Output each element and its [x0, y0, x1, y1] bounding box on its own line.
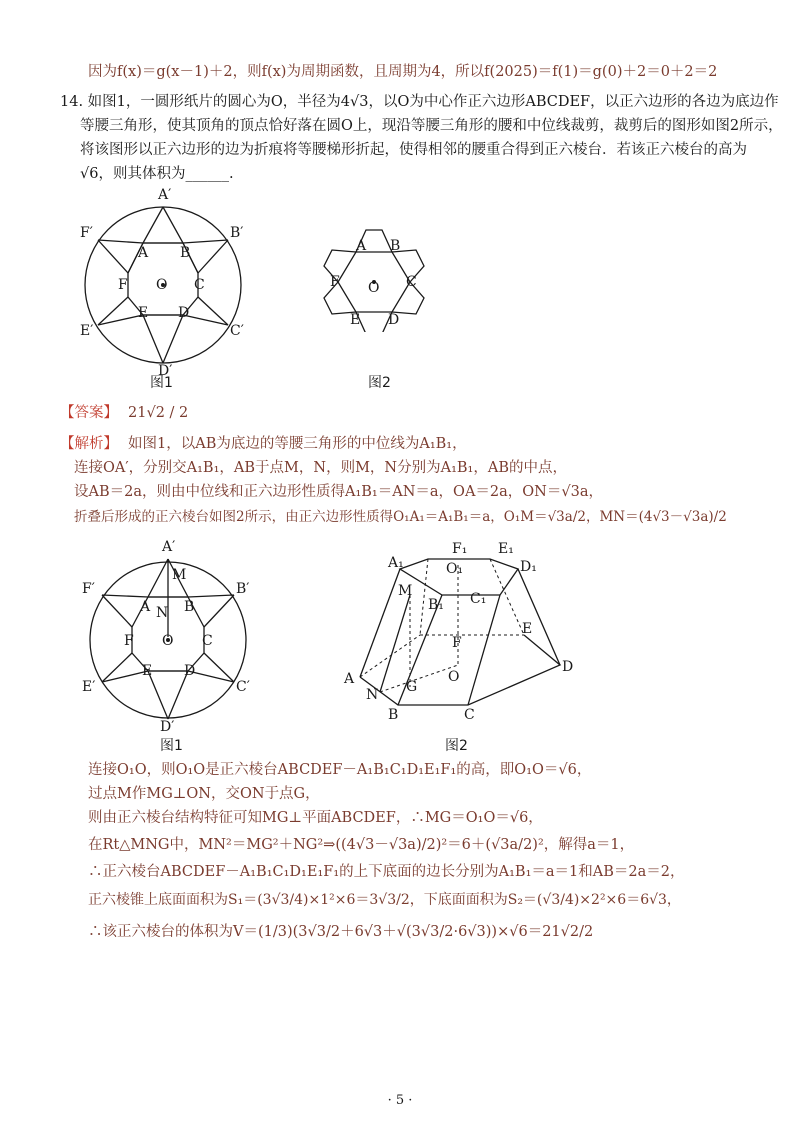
f4-label-O1: O₁ — [446, 561, 464, 577]
f3-label-F1: F′ — [82, 581, 95, 597]
f1-label-B: B — [180, 245, 191, 261]
analysis-line-2: 连接OA′，分别交A₁B₁，AB于点M，N，则M，N分别为A₁B₁，AB的中点， — [74, 460, 567, 476]
analysis-line-4: 折叠后形成的正六棱台如图2所示，由正六边形性质得O₁A₁＝A₁B₁＝a，O₁M＝√3a/2，MN＝(4√3－√3a)/2 — [74, 509, 727, 525]
f1-label-E1: E′ — [80, 323, 94, 339]
f4-label-D1: D₁ — [520, 559, 537, 575]
f2-label-A: A — [356, 238, 367, 254]
f4-label-C: C — [464, 707, 475, 722]
analysis-tag: 【解析】 — [60, 436, 118, 452]
analysis2-line-6: 正六棱锥上底面面积为S₁＝(3√3/4)×1²×6＝3√3/2，下底面面积为S₂＝(√3/4)×2²×6＝6√3， — [88, 892, 681, 908]
problem-line-4: √6，则其体积为______. — [80, 166, 234, 182]
f3-label-B: B — [184, 599, 195, 615]
f2-label-O: O — [368, 280, 380, 296]
analysis2-line-2: 过点M作MG⊥ON，交ON于点G， — [88, 786, 320, 802]
f4-label-O: O — [448, 669, 460, 685]
f3-label-D1: D′ — [160, 719, 175, 732]
f3-label-E: E — [142, 663, 153, 679]
fig1-caption: 图1 — [150, 375, 173, 391]
f1-label-D: D — [178, 305, 190, 321]
analysis2-line-3: 则由正六棱台结构特征可知MG⊥平面ABCDEF，∴MG＝O₁O＝√6， — [88, 810, 543, 826]
f3-label-F: F — [124, 633, 134, 649]
f4-label-M: M — [398, 583, 413, 599]
analysis-line-3: 设AB＝2a，则由中位线和正六边形性质得A₁B₁＝AN＝a，OA＝2a，ON＝√3a， — [74, 484, 603, 500]
f4-label-E: E — [522, 621, 533, 637]
f2-label-E: E — [350, 312, 361, 328]
f3-label-M: M — [172, 567, 187, 583]
answer-value: 21√2 / 2 — [128, 405, 189, 421]
f3-label-C: C — [202, 633, 213, 649]
f2-label-B: B — [390, 238, 401, 254]
f3-label-C1: C′ — [236, 679, 250, 695]
f1-label-O: O — [156, 277, 168, 293]
f3-label-A1: A′ — [162, 539, 176, 555]
f3-label-B1: B′ — [236, 581, 250, 597]
f4-label-B1: B₁ — [428, 597, 444, 613]
f1-label-D1: D′ — [158, 363, 173, 375]
f3-label-A: A — [140, 599, 151, 615]
f1-label-C: C — [194, 277, 205, 293]
analysis2-line-1: 连接O₁O，则O₁O是正六棱台ABCDEF－A₁B₁C₁D₁E₁F₁的高，即O₁O＝√6， — [88, 762, 592, 778]
analysis2-line-4: 在Rt△MNG中，MN²＝MG²＋NG²⇒((4√3－√3a)/2)²＝6＋(√3a/2)²，解得a＝1， — [88, 837, 635, 853]
f4-label-F1: F₁ — [452, 541, 468, 557]
f4-label-E1: E₁ — [498, 541, 514, 557]
f4-label-G: G — [406, 679, 418, 695]
page-number: · 5 · — [387, 1093, 413, 1108]
f4-label-D: D — [562, 659, 574, 675]
analysis2-line-7: ∴该正六棱台的体积为V＝(1/3)(3√3/2＋6√3＋√(3√3/2·6√3))×√6＝21√2/2 — [88, 924, 594, 940]
f3-label-N: N — [156, 605, 169, 621]
f3-label-D: D — [184, 663, 196, 679]
analysis2-line-5: ∴正六棱台ABCDEF－A₁B₁C₁D₁E₁F₁的上下底面的边长分别为A₁B₁＝a＝1和AB＝2a＝2， — [88, 864, 685, 880]
f1-label-A: A — [138, 245, 149, 261]
f1-label-F: F — [118, 277, 128, 293]
f1-label-F1: F′ — [80, 225, 93, 241]
f4-label-F: F — [452, 635, 462, 651]
analysis-line-1: 如图1，以AB为底边的等腰三角形的中位线为A₁B₁， — [128, 436, 467, 452]
f1-label-E: E — [138, 305, 149, 321]
f4-label-A1: A₁ — [388, 555, 404, 571]
figure-1 — [78, 185, 258, 375]
f4-label-N: N — [366, 687, 379, 703]
f4-label-A: A — [344, 671, 355, 687]
figure-4 — [340, 537, 590, 722]
f2-label-F: F — [330, 274, 340, 290]
f3-label-E1: E′ — [82, 679, 96, 695]
f1-label-B1: B′ — [230, 225, 244, 241]
f4-label-B: B — [388, 707, 399, 722]
fig4-caption: 图2 — [445, 738, 468, 754]
problem-line-2: 等腰三角形，使其顶角的顶点恰好落在圆O上，现沿等腰三角形的腰和中位线裁剪，裁剪后的图形如图2所示， — [80, 118, 783, 134]
f2-label-C: C — [406, 274, 417, 290]
f4-label-C1: C₁ — [470, 591, 487, 607]
fig2-caption: 图2 — [368, 375, 391, 391]
problem-line-1: 14. 如图1，一圆形纸片的圆心为O，半径为4√3，以O为中心作正六边形ABCDEF，以正六边形的各边为底边作 — [60, 94, 779, 110]
figure-3 — [80, 537, 260, 732]
answer-tag: 【答案】 — [60, 405, 118, 421]
f1-label-C1: C′ — [230, 323, 244, 339]
intro-line: 因为f(x)＝g(x－1)＋2，则f(x)为周期函数，且周期为4，所以f(2025)＝f(1)＝g(0)＋2＝0＋2＝2 — [88, 64, 718, 80]
f1-label-A1: A′ — [158, 187, 172, 203]
problem-line-3: 将该图形以正六边形的边为折痕将等腰梯形折起，使得相邻的腰重合得到正六棱台．若该正六棱台的高为 — [80, 142, 747, 158]
fig3-caption: 图1 — [160, 738, 183, 754]
f2-label-D: D — [388, 312, 400, 328]
f3-label-O: O — [162, 633, 174, 649]
figure-2 — [320, 222, 430, 332]
